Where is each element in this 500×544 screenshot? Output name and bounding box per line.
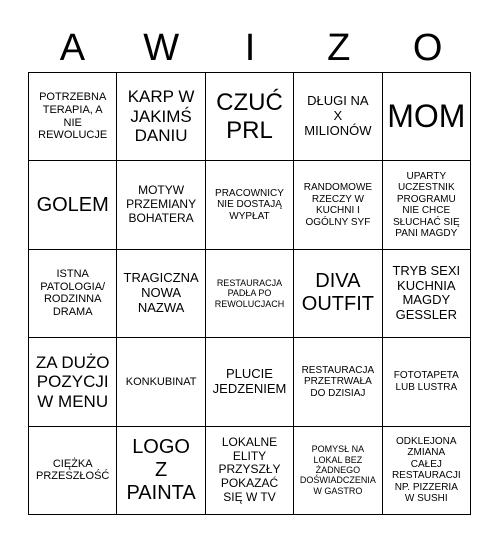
bingo-cell[interactable]: ODKLEJONA ZMIANA CAŁEJ RESTAURACJI NP. PIZZERIA W SUSHI bbox=[383, 427, 471, 515]
bingo-cell[interactable]: PRACOWNICY NIE DOSTAJĄ WYPŁAT bbox=[206, 161, 294, 249]
bingo-header bbox=[28, 24, 472, 72]
bingo-cell[interactable]: CIĘŻKA PRZESZŁOŚĆ bbox=[29, 427, 117, 515]
bingo-cell[interactable]: ISTNA PATOLOGIA/ RODZINNA DRAMA bbox=[29, 250, 117, 338]
bingo-cell[interactable]: KARP W JAKIMŚ DANIU bbox=[117, 73, 205, 161]
header-letter-i: I bbox=[244, 27, 256, 69]
bingo-cell[interactable]: MOTYW PRZEMIANY BOHATERA bbox=[117, 161, 205, 249]
bingo-grid bbox=[28, 72, 471, 515]
header-letter-a: A bbox=[59, 27, 86, 69]
bingo-cell[interactable]: MOM bbox=[383, 73, 471, 161]
bingo-cell[interactable]: TRYB SEXI KUCHNIA MAGDY GESSLER bbox=[383, 250, 471, 338]
bingo-cell[interactable]: LOGO Z PAINTA bbox=[117, 427, 205, 515]
bingo-cell[interactable]: CZUĆ PRL bbox=[206, 73, 294, 161]
header-letter-o: O bbox=[412, 27, 443, 69]
bingo-cell[interactable]: GOLEM bbox=[29, 161, 117, 249]
bingo-cell[interactable]: POMYSŁ NA LOKAL BEZ ŻADNEGO DOŚWIADCZENIA W GASTRO bbox=[294, 427, 382, 515]
bingo-cell[interactable]: ZA DUŻO POZYCJI W MENU bbox=[29, 338, 117, 426]
header-letter-w: W bbox=[143, 27, 180, 69]
header-letter-z: Z bbox=[327, 27, 351, 69]
bingo-cell[interactable]: LOKALNE ELITY PRZYSZŁY POKAZAĆ SIĘ W TV bbox=[206, 427, 294, 515]
bingo-cell[interactable]: RANDOMOWE RZECZY W KUCHNI I OGÓLNY SYF bbox=[294, 161, 382, 249]
bingo-cell[interactable]: FOTOTAPETA LUB LUSTRA bbox=[383, 338, 471, 426]
bingo-cell[interactable]: KONKUBINAT bbox=[117, 338, 205, 426]
bingo-cell[interactable]: POTRZEBNA TERAPIA, A NIE REWOLUCJE bbox=[29, 73, 117, 161]
bingo-cell[interactable]: TRAGICZNA NOWA NAZWA bbox=[117, 250, 205, 338]
bingo-cell[interactable]: RESTAURACJA PRZETRWAŁA DO DZISIAJ bbox=[294, 338, 382, 426]
bingo-cell[interactable]: PLUCIE JEDZENIEM bbox=[206, 338, 294, 426]
bingo-cell[interactable]: DŁUGI NA X MILIONÓW bbox=[294, 73, 382, 161]
bingo-cell[interactable]: RESTAURACJA PADŁA PO REWOLUCJACH bbox=[206, 250, 294, 338]
bingo-cell[interactable]: UPARTY UCZESTNIK PROGRAMU NIE CHCE SŁUCHAĆ SIĘ PANI MAGDY bbox=[383, 161, 471, 249]
bingo-cell[interactable]: DIVA OUTFIT bbox=[294, 250, 382, 338]
